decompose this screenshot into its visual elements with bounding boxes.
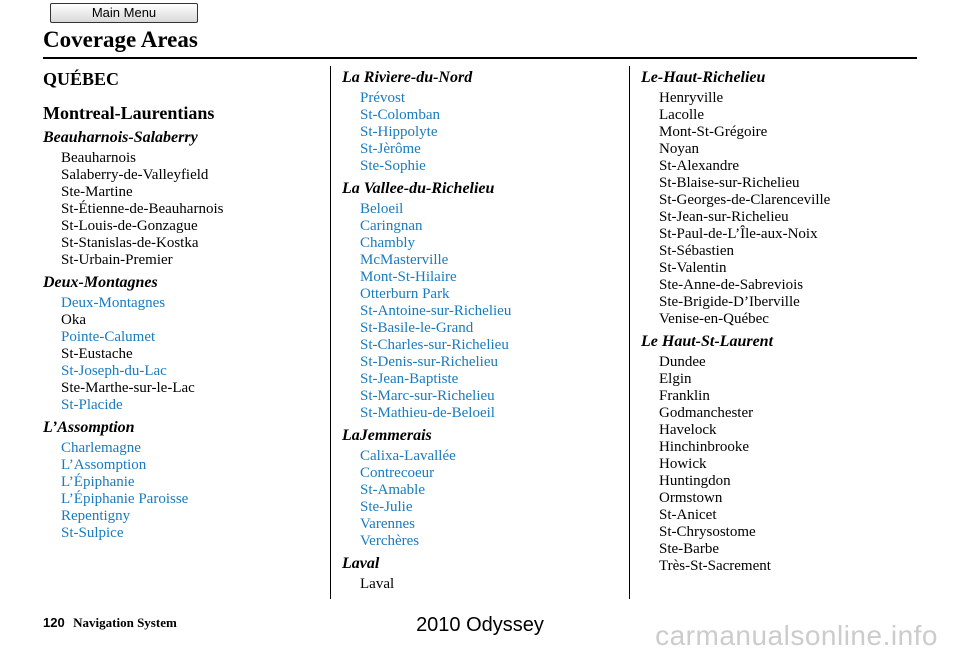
town-link[interactable]: St-Colomban bbox=[360, 107, 441, 123]
town-item: Franklin bbox=[659, 388, 710, 404]
town-item: Huntingdon bbox=[659, 473, 731, 489]
town-item: St-Louis-de-Gonzague bbox=[61, 218, 198, 234]
town-link[interactable]: Caringnan bbox=[360, 218, 423, 234]
town-item: Oka bbox=[61, 312, 86, 328]
town-link[interactable]: Calixa-Lavallée bbox=[360, 448, 456, 464]
town-item: Howick bbox=[659, 456, 707, 472]
town-link[interactable]: Chambly bbox=[360, 235, 415, 251]
town-item: Godmanchester bbox=[659, 405, 754, 421]
town-item: Salaberry-de-Valleyfield bbox=[61, 167, 209, 183]
town-list bbox=[360, 90, 632, 175]
town-list bbox=[360, 576, 632, 593]
region-heading: Montreal-Laurentians bbox=[43, 103, 215, 123]
town-link[interactable]: L’Épiphanie bbox=[61, 474, 135, 490]
footer-label: Navigation System bbox=[73, 615, 177, 630]
town-list bbox=[360, 448, 632, 550]
town-item: St-Georges-de-Clarenceville bbox=[659, 192, 831, 208]
area-heading: Laval bbox=[342, 555, 380, 572]
town-link[interactable]: Verchères bbox=[360, 533, 420, 549]
area-heading: L’Assomption bbox=[43, 419, 135, 436]
town-item: Beauharnois bbox=[61, 150, 136, 166]
town-item: Lacolle bbox=[659, 107, 704, 123]
town-link[interactable]: St-Marc-sur-Richelieu bbox=[360, 388, 495, 404]
town-item: Noyan bbox=[659, 141, 699, 157]
town-item: St-Chrysostome bbox=[659, 524, 756, 540]
town-link[interactable]: Prévost bbox=[360, 90, 405, 106]
area-heading: Le Haut-St-Laurent bbox=[641, 333, 774, 350]
town-item: St-Alexandre bbox=[659, 158, 739, 174]
town-item: St-Étienne-de-Beauharnois bbox=[61, 201, 224, 217]
town-item: Ste-Marthe-sur-le-Lac bbox=[61, 380, 195, 396]
town-link[interactable]: St-Joseph-du-Lac bbox=[61, 363, 167, 379]
town-item: St-Valentin bbox=[659, 260, 727, 276]
town-list bbox=[61, 440, 333, 542]
town-link[interactable]: Charlemagne bbox=[61, 440, 141, 456]
column-2 bbox=[342, 68, 632, 597]
model-watermark: 2010 Odyssey bbox=[416, 614, 544, 636]
town-item: Mont-St-Grégoire bbox=[659, 124, 768, 140]
town-item: Ste-Anne-de-Sabreviois bbox=[659, 277, 804, 293]
town-item: St-Urbain-Premier bbox=[61, 252, 173, 268]
page-number: 120 bbox=[43, 615, 65, 630]
column-3 bbox=[641, 68, 931, 579]
town-item: St-Paul-de-L’Île-aux-Noix bbox=[659, 226, 818, 242]
town-item: Très-St-Sacrement bbox=[659, 558, 771, 574]
area-heading: Le-Haut-Richelieu bbox=[641, 69, 766, 86]
town-link[interactable]: St-Amable bbox=[360, 482, 425, 498]
town-item: St-Stanislas-de-Kostka bbox=[61, 235, 199, 251]
town-item: Ste-Martine bbox=[61, 184, 133, 200]
town-item: Ste-Barbe bbox=[659, 541, 719, 557]
page-title: Coverage Areas bbox=[43, 27, 198, 52]
town-link[interactable]: St-Mathieu-de-Beloeil bbox=[360, 405, 495, 421]
town-item: St-Sébastien bbox=[659, 243, 734, 259]
town-link[interactable]: Ste-Sophie bbox=[360, 158, 426, 174]
town-link[interactable]: St-Charles-sur-Richelieu bbox=[360, 337, 509, 353]
town-item: Hinchinbrooke bbox=[659, 439, 749, 455]
town-list bbox=[659, 90, 931, 328]
town-link[interactable]: St-Basile-le-Grand bbox=[360, 320, 474, 336]
town-item: Dundee bbox=[659, 354, 706, 370]
town-item: St-Eustache bbox=[61, 346, 133, 362]
town-link[interactable]: Mont-St-Hilaire bbox=[360, 269, 457, 285]
town-link[interactable]: St-Hippolyte bbox=[360, 124, 438, 140]
town-link[interactable]: St-Jean-Baptiste bbox=[360, 371, 459, 387]
town-item: Havelock bbox=[659, 422, 717, 438]
town-link[interactable]: Varennes bbox=[360, 516, 415, 532]
town-item: Elgin bbox=[659, 371, 692, 387]
town-link[interactable]: Ste-Julie bbox=[360, 499, 413, 515]
town-link[interactable]: St-Sulpice bbox=[61, 525, 124, 541]
column-divider bbox=[629, 66, 630, 599]
town-link[interactable]: Repentigny bbox=[61, 508, 131, 524]
area-heading: Beauharnois-Salaberry bbox=[43, 129, 198, 146]
town-item: Ormstown bbox=[659, 490, 723, 506]
town-list bbox=[360, 201, 632, 422]
province-heading: QUÉBEC bbox=[43, 69, 120, 89]
main-menu-button[interactable]: Main Menu bbox=[50, 3, 198, 23]
town-link[interactable]: Contrecoeur bbox=[360, 465, 435, 481]
town-link[interactable]: St-Jèrôme bbox=[360, 141, 421, 157]
town-item: St-Anicet bbox=[659, 507, 717, 523]
area-heading: La Rivìere-du-Nord bbox=[342, 69, 473, 86]
town-link[interactable]: McMasterville bbox=[360, 252, 449, 268]
town-item: Ste-Brigide-D’Iberville bbox=[659, 294, 800, 310]
column-1 bbox=[43, 68, 333, 546]
site-watermark: carmanualsonline.info bbox=[655, 620, 938, 651]
area-heading: LaJemmerais bbox=[342, 427, 432, 444]
town-link[interactable]: Otterburn Park bbox=[360, 286, 450, 302]
town-link[interactable]: Beloeil bbox=[360, 201, 404, 217]
town-item: Henryville bbox=[659, 90, 724, 106]
area-heading: La Vallee-du-Richelieu bbox=[342, 180, 495, 197]
town-link[interactable]: St-Placide bbox=[61, 397, 123, 413]
town-link[interactable]: Deux-Montagnes bbox=[61, 295, 166, 311]
town-item: Venise-en-Québec bbox=[659, 311, 769, 327]
town-list bbox=[659, 354, 931, 575]
town-link[interactable]: L’Assomption bbox=[61, 457, 147, 473]
title-divider bbox=[43, 57, 917, 59]
town-link[interactable]: L’Épiphanie Paroisse bbox=[61, 491, 189, 507]
town-item: St-Jean-sur-Richelieu bbox=[659, 209, 789, 225]
town-link[interactable]: Pointe-Calumet bbox=[61, 329, 156, 345]
column-divider bbox=[330, 66, 331, 599]
town-list bbox=[61, 295, 333, 414]
town-item: St-Blaise-sur-Richelieu bbox=[659, 175, 800, 191]
town-list bbox=[61, 150, 333, 269]
town-link[interactable]: St-Denis-sur-Richelieu bbox=[360, 354, 499, 370]
town-item: Laval bbox=[360, 576, 395, 592]
town-link[interactable]: St-Antoine-sur-Richelieu bbox=[360, 303, 512, 319]
area-heading: Deux-Montagnes bbox=[43, 274, 158, 291]
